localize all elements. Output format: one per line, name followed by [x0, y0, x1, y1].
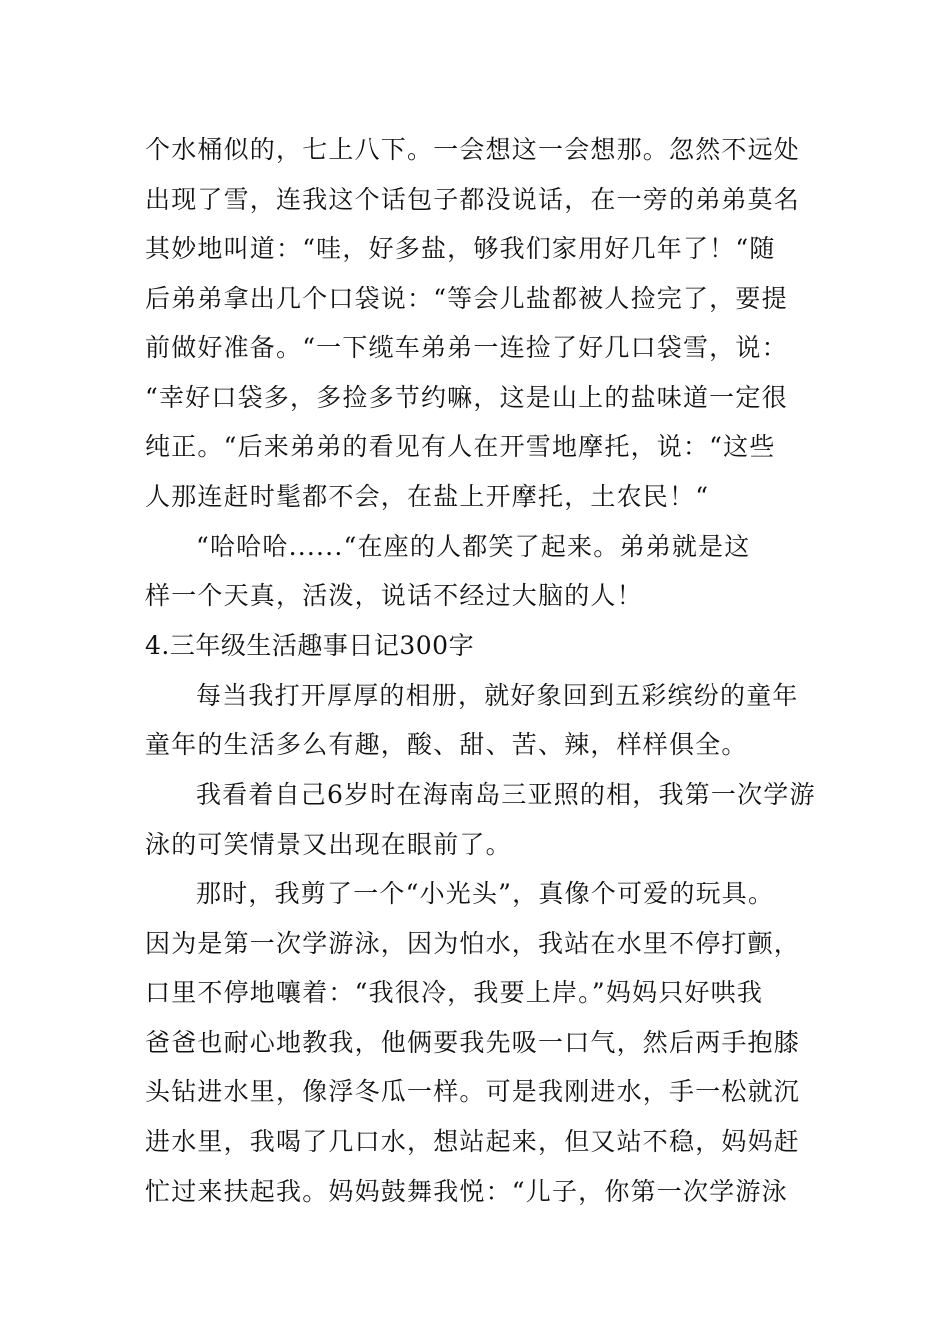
text-line: 泳的可笑情景又出现在眼前了。 — [145, 830, 512, 859]
text-line: 童年的生活多么有趣，酸、甜、苦、辣，样样俱全。 — [145, 730, 748, 759]
text-line: 人那连赶时髦都不会，在盐上开摩托，土农民！“ — [145, 482, 710, 511]
text-line: 头钻进水里，像浮冬瓜一样。可是我刚进水，手一松就沉 — [145, 1077, 801, 1106]
text-line: 出现了雪，连我这个话包子都没说话，在一旁的弟弟莫名 — [145, 185, 801, 214]
text-line: “哈哈哈......“在座的人都笑了起来。弟弟就是这 — [196, 532, 751, 561]
text-line: 前做好准备。“一下缆车弟弟一连捡了好几口袋雪，说： — [145, 333, 788, 362]
text-line: 爸爸也耐心地教我，他俩要我先吸一口气，然后两手抱膝 — [145, 1028, 801, 1057]
section-heading: 4.三年级生活趣事日记300字 — [145, 631, 475, 660]
text-line: 我看着自己6岁时在海南岛三亚照的相，我第一次学游 — [196, 780, 816, 809]
text-line: 个水桶似的，七上八下。一会想这一会想那。忽然不远处 — [145, 135, 801, 164]
text-line: 后弟弟拿出几个口袋说：“等会儿盐都被人捡完了，要提 — [145, 284, 788, 313]
text-line: 忙过来扶起我。妈妈鼓舞我悦：“儿子，你第一次学游泳 — [145, 1177, 788, 1206]
text-line: 那时，我剪了一个“小光头”，真像个可爱的玩具。 — [196, 879, 775, 908]
text-line: 样一个天真，活泼，说话不经过大脑的人！ — [145, 581, 643, 610]
text-line: “幸好口袋多，多捡多节约嘛，这是山上的盐味道一定很 — [145, 383, 788, 412]
text-line: 因为是第一次学游泳，因为怕水，我站在水里不停打颤， — [145, 929, 801, 958]
text-line: 进水里，我喝了几口水，想站起来，但又站不稳，妈妈赶 — [145, 1127, 801, 1156]
text-line: 每当我打开厚厚的相册，就好象回到五彩缤纷的童年 — [196, 681, 799, 710]
text-line: 纯正。“后来弟弟的看见有人在开雪地摩托，说：“这些 — [145, 432, 776, 461]
text-line: 口里不停地嚷着：“我很冷，我要上岸。”妈妈只好哄我 — [145, 978, 764, 1007]
text-line: 其妙地叫道：“哇，好多盐，够我们家用好几年了！“随 — [145, 234, 776, 263]
